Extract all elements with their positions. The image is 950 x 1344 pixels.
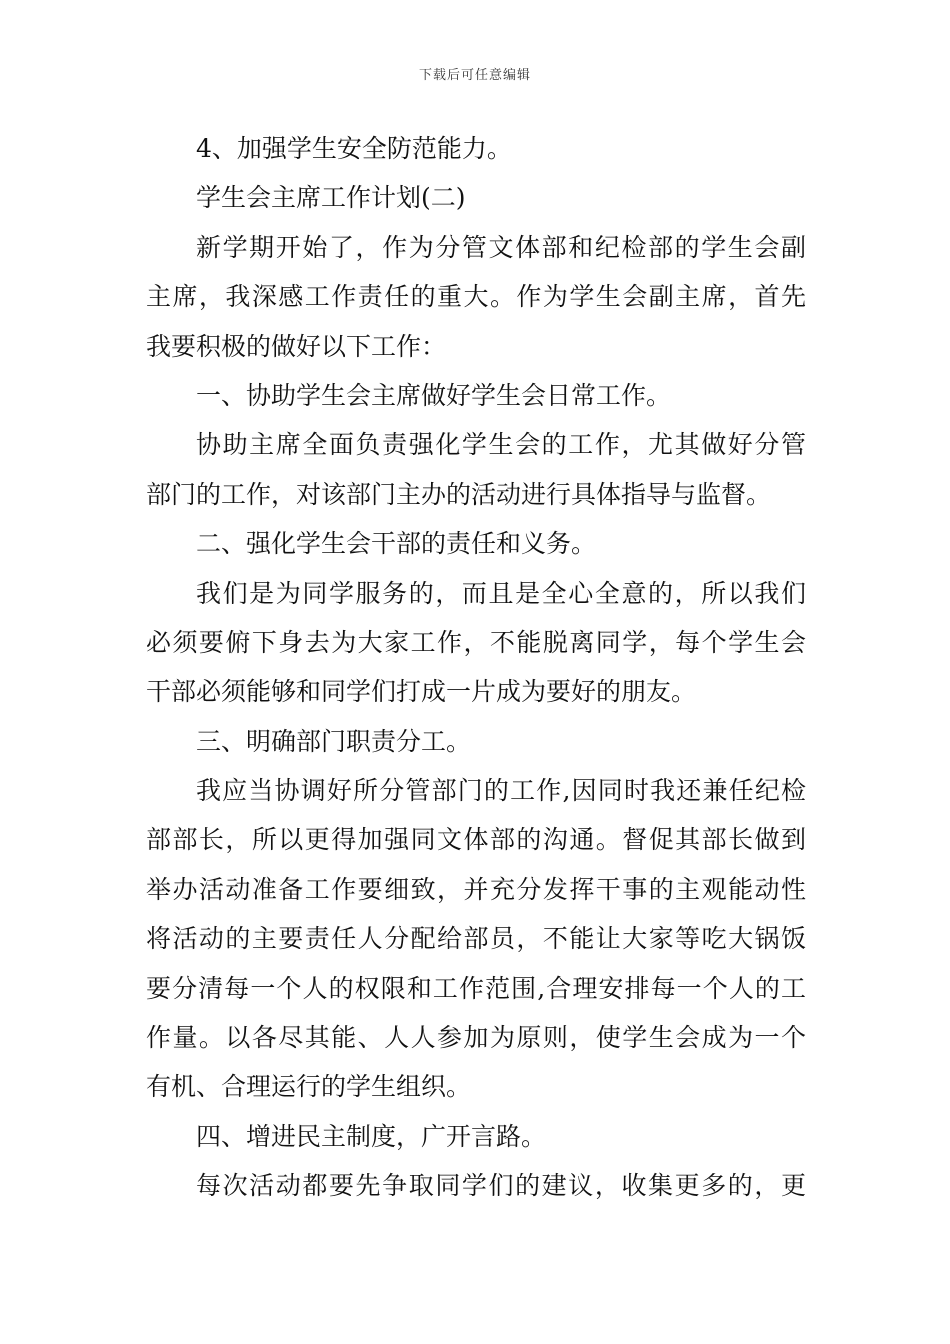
- text-line: 部部长，所以更得加强同文体部的沟通。督促其部长做到: [146, 825, 806, 855]
- text-line: 作量。以各尽其能、人人参加为原则，使学生会成为一个: [146, 1023, 806, 1053]
- text-line: 三、明确部门职责分工。: [196, 726, 472, 756]
- text-line: 干部必须能够和同学们打成一片成为要好的朋友。: [146, 677, 697, 707]
- text-line: 将活动的主要责任人分配给部员，不能让大家等吃大锅饭: [146, 924, 806, 954]
- text-line: 4、加强学生安全防范能力。: [196, 134, 512, 163]
- text-line: 要分清每一个人的权限和工作范围,合理安排每一个人的工: [146, 973, 806, 1003]
- text-line: 新学期开始了，作为分管文体部和纪检部的学生会副: [196, 232, 806, 262]
- body-text: [146, 124, 806, 1211]
- text-line: 四、增进民主制度，广开言路。: [196, 1121, 547, 1151]
- text-line: 学生会主席工作计划(二): [196, 183, 466, 213]
- text-line: 一、协助学生会主席做好学生会日常工作。: [196, 380, 672, 410]
- text-line: 我们是为同学服务的，而且是全心全意的，所以我们: [196, 578, 806, 608]
- text-line: 每次活动都要先争取同学们的建议，收集更多的，更: [196, 1171, 806, 1201]
- text-line: 我要积极的做好以下工作：: [146, 331, 447, 361]
- text-line: 二、强化学生会干部的责任和义务。: [196, 529, 597, 559]
- text-line: 举办活动准备工作要细致，并充分发挥干事的主观能动性: [146, 874, 806, 904]
- text-line: 协助主席全面负责强化学生会的工作，尤其做好分管: [196, 430, 806, 460]
- text-line: 必须要俯下身去为大家工作，不能脱离同学，每个学生会: [146, 627, 806, 657]
- text-line: 部门的工作，对该部门主办的活动进行具体指导与监督。: [146, 479, 772, 509]
- text-line: 主席，我深感工作责任的重大。作为学生会副主席，首先: [146, 282, 806, 312]
- text-line: 我应当协调好所分管部门的工作,因同时我还兼任纪检: [196, 776, 806, 806]
- header-note: 下载后可任意编辑: [418, 68, 531, 83]
- text-line: 有机、合理运行的学生组织。: [146, 1072, 472, 1102]
